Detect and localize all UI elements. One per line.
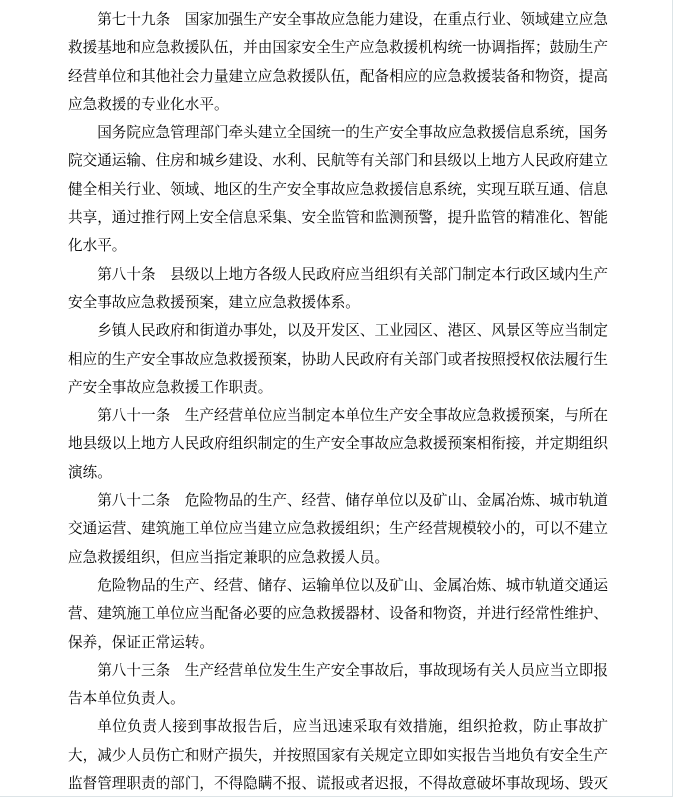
paragraph-article-82-clause-2: 危险物品的生产、经营、储存、运输单位以及矿山、金属冶炼、城市轨道交通运营、建筑施工单位应当配备必要的应急救援器材、设备和物资，并进行经常性维护、保养，保证正常运转。: [68, 577, 608, 651]
paragraph-article-83: 第八十三条 生产经营单位发生生产安全事故后，事故现场有关人员应当立即报告本单位负责人。: [68, 662, 608, 708]
paragraph-article-79: 第七十九条 国家加强生产安全事故应急能力建设，在重点行业、领域建立应急救援基地和应急救援队伍，并由国家安全生产应急救援机构统一协调指挥；鼓励生产经营单位和其他社会力量建立应急救援队伍，配备相应的应急救援装备和物资，提高应急救援的专业化水平。: [68, 12, 608, 113]
paragraph-article-82: 第八十二条 危险物品的生产、经营、储存单位以及矿山、金属冶炼、城市轨道交通运营、建筑施工单位应当建立应急救援组织；生产经营规模较小的，可以不建立应急救援组织，但应当指定兼职的应急救援人员。: [68, 493, 608, 566]
paragraph-article-79-clause-2: 国务院应急管理部门牵头建立全国统一的生产安全事故应急救援信息系统，国务院交通运输、住房和城乡建设、水利、民航等有关部门和县级以上地方人民政府建立健全相关行业、领域、地区的生产安全事故应急救援信息系统，实现互联互通、信息共享，通过推行网上安全信息采集、安全监管和监测预警，提升监管的精准化、智能化水平。: [68, 125, 608, 255]
paragraph-article-81: 第八十一条 生产经营单位应当制定本单位生产安全事故应急救援预案，与所在地县级以上地方人民政府组织制定的生产安全事故应急救援预案相衔接，并定期组织演练。: [68, 408, 608, 481]
paragraph-article-80: 第八十条 县级以上地方各级人民政府应当组织有关部门制定本行政区域内生产安全事故应急救援预案，建立应急救援体系。: [68, 266, 608, 311]
paragraph-article-83-clause-2: 单位负责人接到事故报告后，应当迅速采取有效措施，组织抢救，防止事故扩大，减少人员伤亡和财产损失，并按照国家有关规定立即如实报告当地负有安全生产监督管理职责的部门，不得隐瞒不报、谎报或者迟报，不得故意破坏事故现场、毁灭: [68, 719, 608, 793]
paragraph-article-80-clause-2: 乡镇人民政府和街道办事处，以及开发区、工业园区、港区、风景区等应当制定相应的生产安全事故应急救援预案，协助人民政府有关部门或者按照授权依法履行生产安全事故应急救援工作职责。: [68, 323, 608, 396]
